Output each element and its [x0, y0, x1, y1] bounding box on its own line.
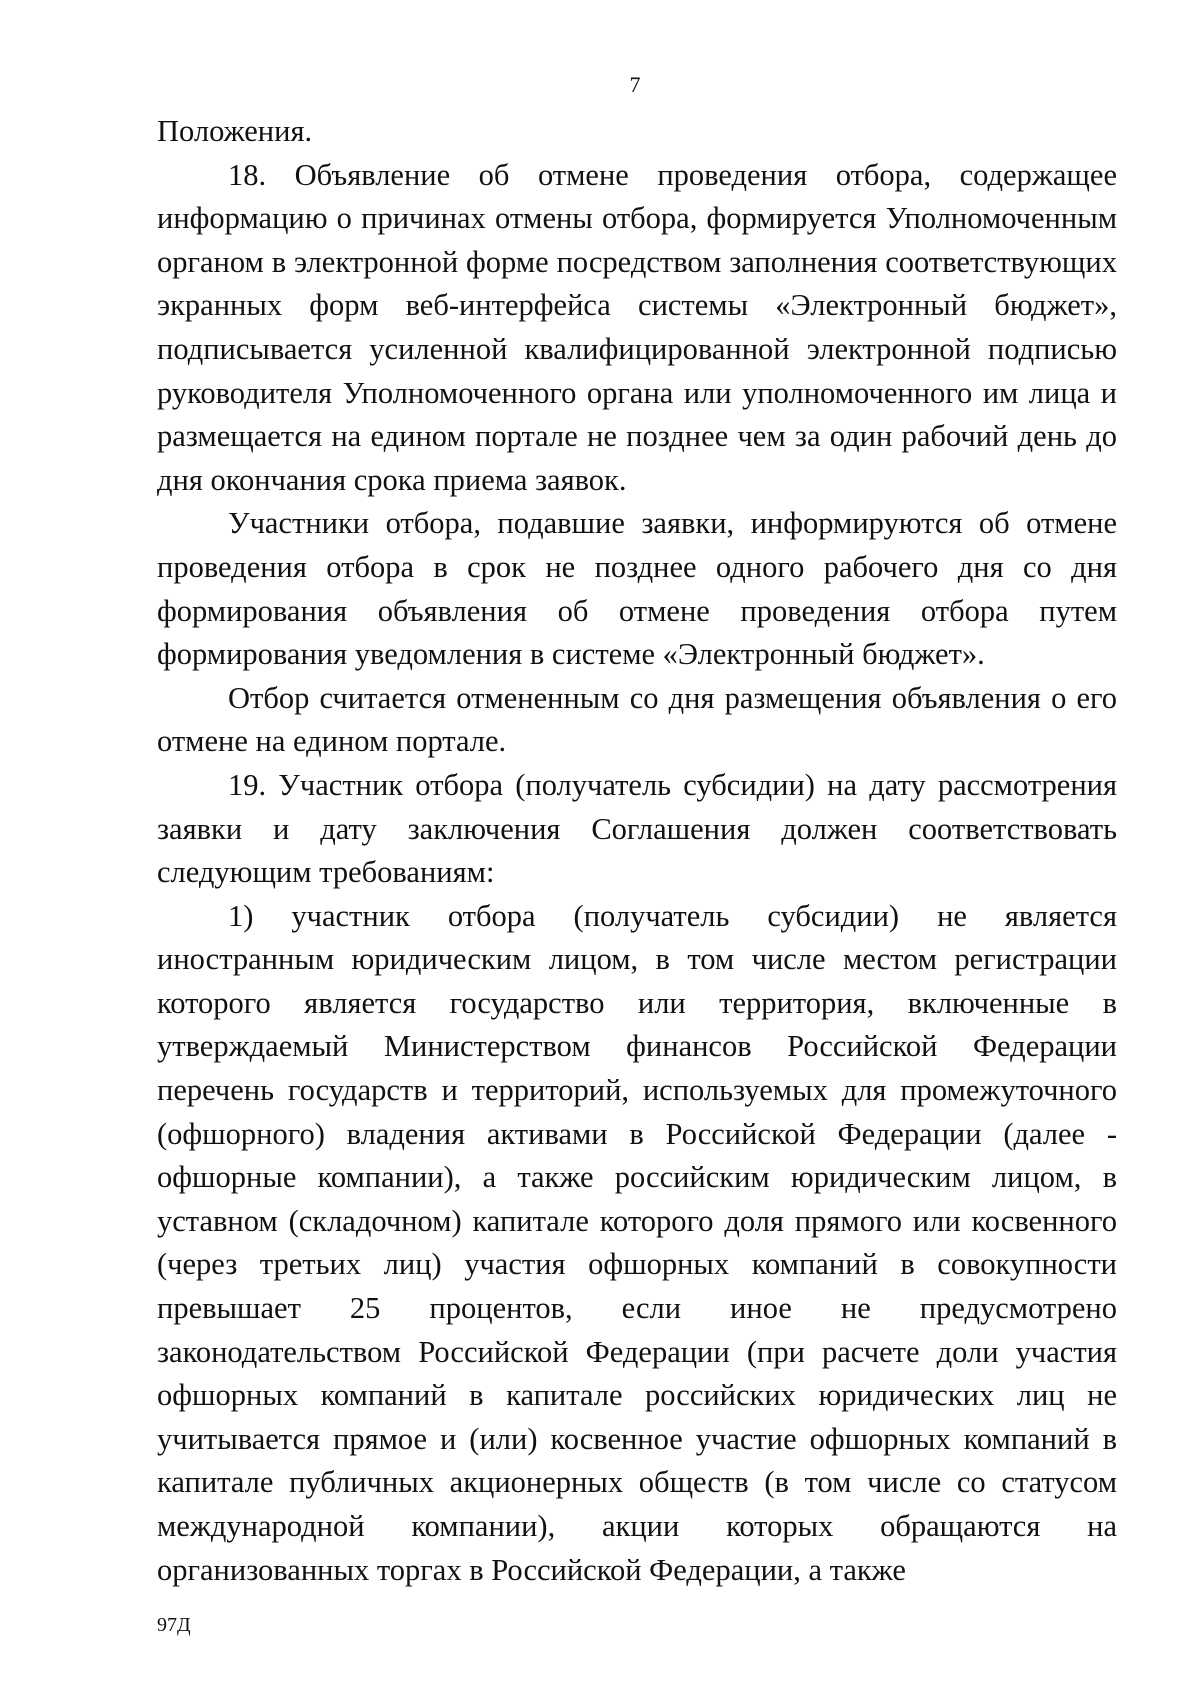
paragraph-participants-notice: Участники отбора, подавшие заявки, информируются об отмене проведения отбора в срок не позднее одного рабочего дня со дня формирования объявления об отмене проведения отбора путем формирования уведомления в системе «Электронный бюджет».	[157, 506, 1117, 672]
paragraph-item-18: 18. Объявление об отмене проведения отбора, содержащее информацию о причинах отмены отбора, формируется Уполномоченным органом в электронной форме посредством заполнения соответствующих экранных форм веб-интерфейса системы «Электронный бюджет», подписывается усиленной квалифицированной электронной подписью руководителя Уполномоченного органа или уполномоченного им лица и размещается на едином портале не позднее чем за один рабочий день до дня окончания срока приема заявок.	[157, 157, 1117, 497]
paragraph-item-19: 19. Участник отбора (получатель субсидии) на дату рассмотрения заявки и дату заключения Соглашения должен соответствовать следующим требованиям:	[157, 767, 1117, 890]
paragraph-requirement-1: 1) участник отбора (получатель субсидии) не является иностранным юридическим лицом, в том числе местом регистрации которого является государство или территория, включенные в утверждаемый Министерством финансов Российской Федерации перечень государств и территорий, используемых для промежуточного (офшорного) владения активами в Российской Федерации (далее - офшорные компании), а также российским юридическим лицом, в уставном (складочном) капитале которого доля прямого или косвенного (через третьих лиц) участия офшорных компаний в совокупности превышает 25 процентов, если иное не предусмотрено законодательством Российской Федерации (при расчете доли участия офшорных компаний в капитале российских юридических лиц не учитывается прямое и (или) косвенное участие офшорных компаний в капитале публичных акционерных обществ (в том числе со статусом международной компании), акции которых обращаются на организованных торгах в Российской Федерации, а также	[157, 898, 1117, 1587]
page-number: 7	[629, 72, 641, 97]
paragraph-continuation: Положения.	[157, 114, 313, 148]
paragraph-selection-cancelled: Отбор считается отмененным со дня размещения объявления о его отмене на едином портале.	[157, 680, 1117, 759]
document-code: 97Д	[157, 1614, 191, 1636]
body-text	[157, 110, 1117, 1592]
